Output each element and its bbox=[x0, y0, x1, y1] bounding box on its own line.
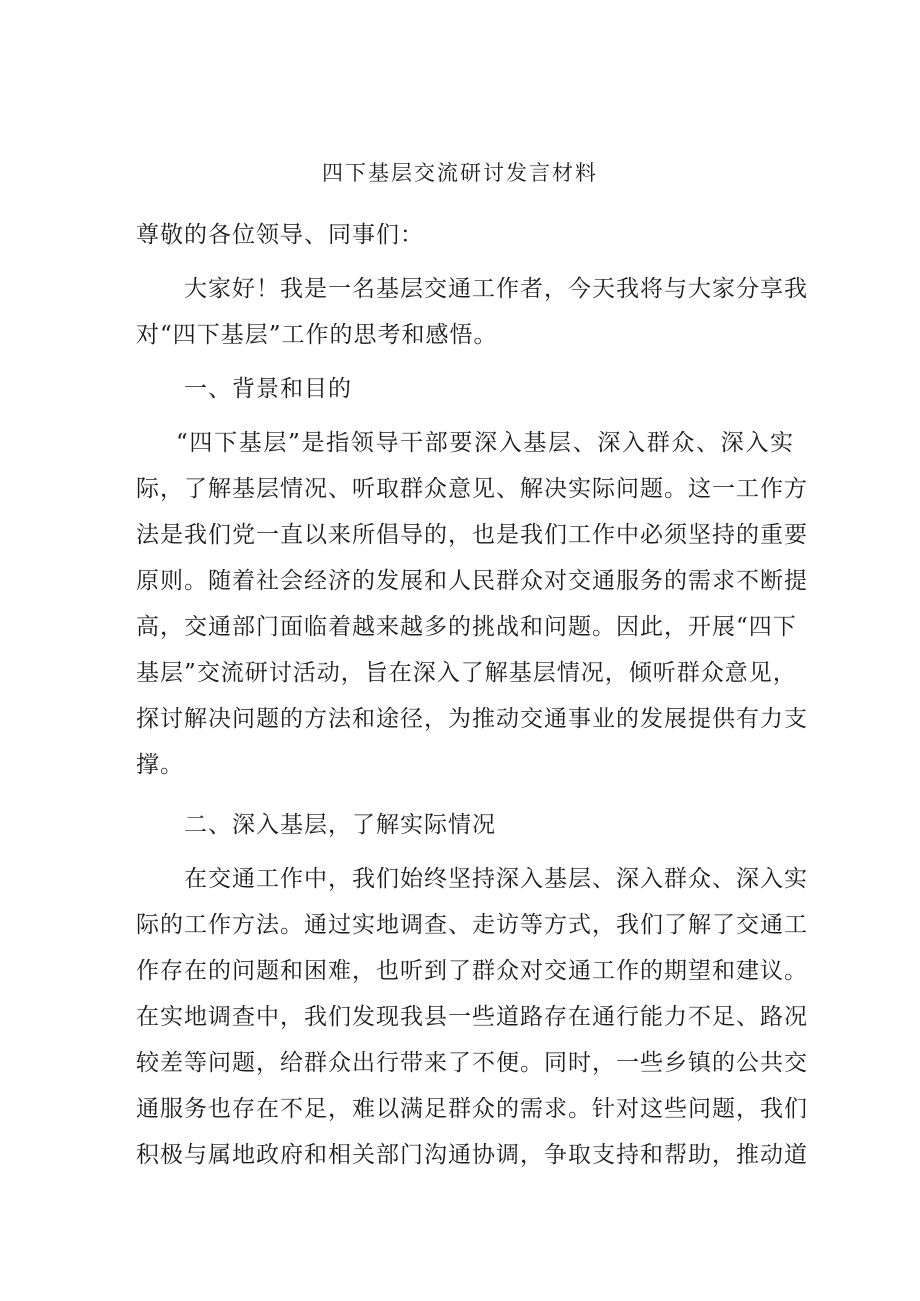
section2-paragraph bbox=[136, 856, 808, 1178]
paragraph-line: 对“四下基层”工作的思考和感悟。 bbox=[136, 322, 498, 348]
paragraph-line: 积极与属地政府和相关部门沟通协调，争取支持和帮助，推动道 bbox=[136, 1142, 808, 1168]
paragraph-line: 法是我们党一直以来所倡导的，也是我们工作中必须坚持的重要 bbox=[136, 522, 808, 548]
paragraph-line: 际的工作方法。通过实地调查、走访等方式，我们了解了交通工 bbox=[136, 912, 808, 938]
paragraph-line: 原则。随着社会经济的发展和人民群众对交通服务的需求不断提 bbox=[136, 568, 808, 594]
section1-paragraph bbox=[136, 420, 808, 788]
paragraph-line: “四下基层”是指领导干部要深入基层、深入群众、深入实 bbox=[176, 430, 794, 456]
paragraph-line: 基层”交流研讨活动，旨在深入了解基层情况，倾听群众意见， bbox=[136, 660, 797, 686]
paragraph-line: 大家好！我是一名基层交通工作者，今天我将与大家分享我 bbox=[184, 276, 808, 302]
salutation: 尊敬的各位领导、同事们： bbox=[136, 222, 424, 248]
paragraph-line: 作存在的问题和困难，也听到了群众对交通工作的期望和建议。 bbox=[136, 958, 808, 984]
document-body bbox=[136, 212, 808, 1178]
paragraph-line: 高，交通部门面临着越来越多的挑战和问题。因此，开展“四下 bbox=[136, 614, 797, 640]
section-heading-investigation: 二、深入基层，了解实际情况 bbox=[184, 812, 496, 838]
paragraph-line: 在交通工作中，我们始终坚持深入基层、深入群众、深入实 bbox=[184, 866, 808, 892]
paragraph-line: 在实地调查中，我们发现我县一些道路存在通行能力不足、路况 bbox=[136, 1004, 808, 1030]
paragraph-line: 通服务也存在不足，难以满足群众的需求。针对这些问题，我们 bbox=[136, 1096, 808, 1122]
paragraph-line: 撑。 bbox=[136, 752, 184, 778]
document-title: 四下基层交流研讨发言材料 bbox=[322, 161, 598, 185]
paragraph-line: 较差等问题，给群众出行带来了不便。同时，一些乡镇的公共交 bbox=[136, 1050, 808, 1076]
paragraph-line: 际，了解基层情况、听取群众意见、解决实际问题。这一工作方 bbox=[136, 476, 808, 502]
section-heading-background: 一、背景和目的 bbox=[184, 376, 352, 402]
intro-paragraph bbox=[136, 266, 808, 358]
paragraph-line: 探讨解决问题的方法和途径，为推动交通事业的发展提供有力支 bbox=[136, 706, 808, 732]
